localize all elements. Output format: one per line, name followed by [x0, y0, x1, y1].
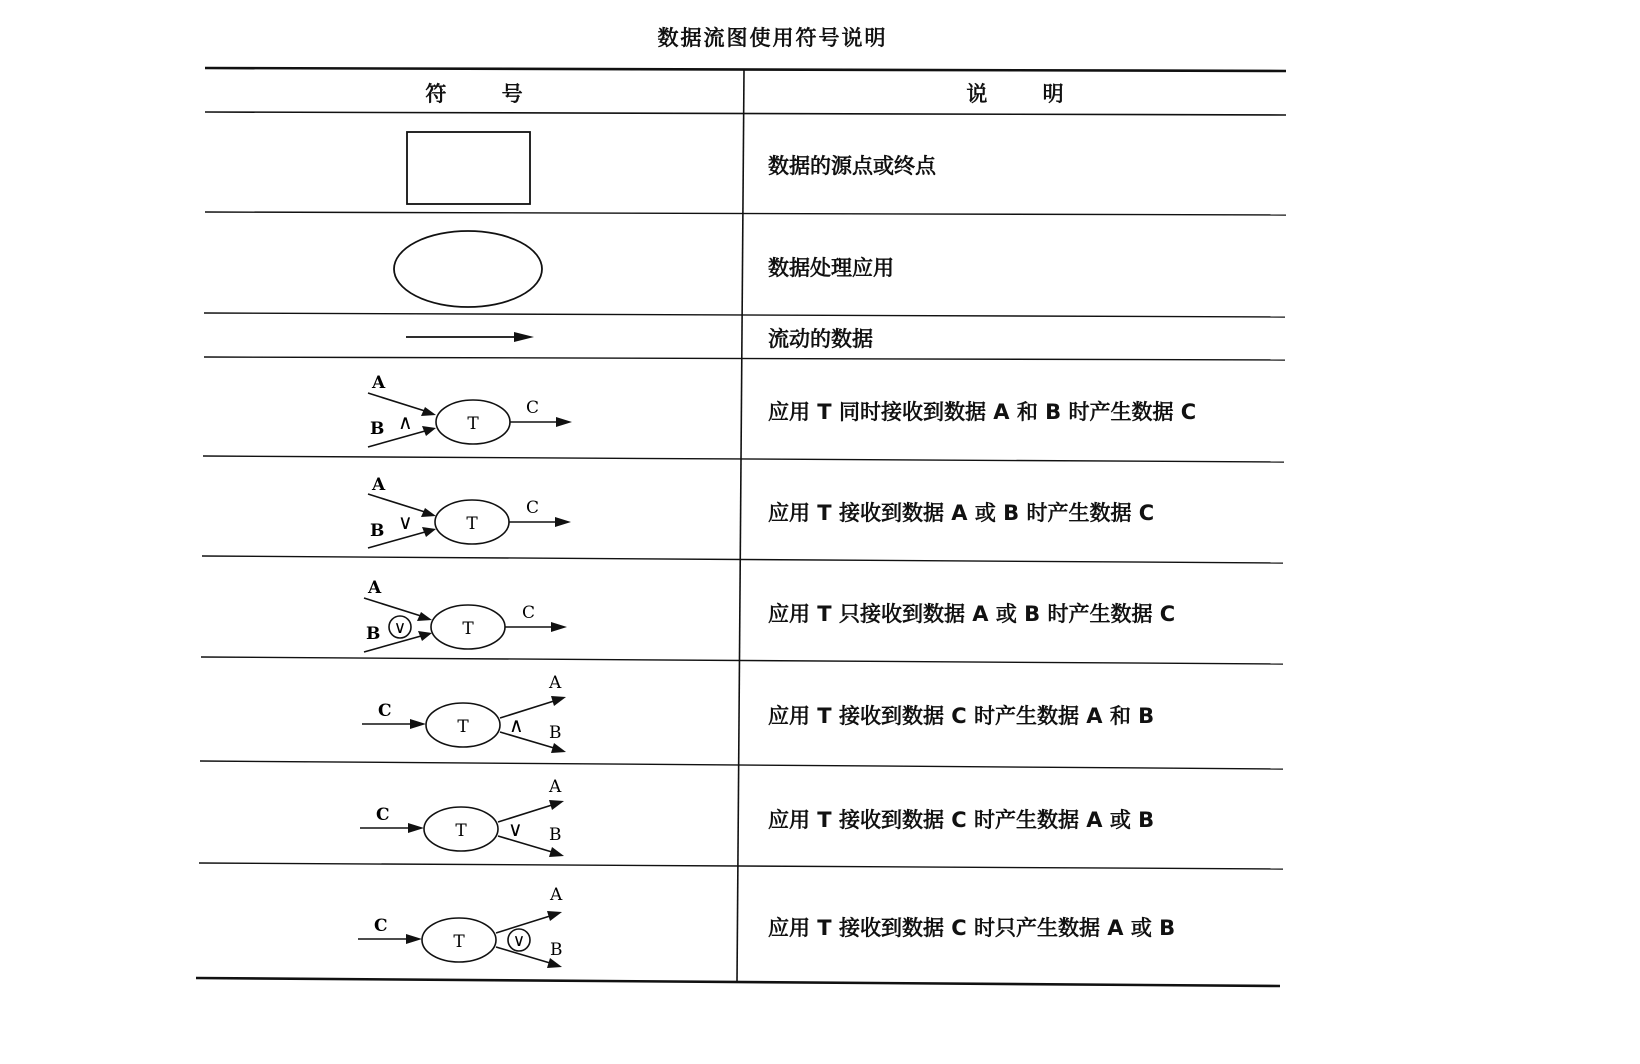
arrow-head-icon [422, 426, 436, 436]
or-operator: ∨ [393, 618, 407, 638]
split-and-symbol [352, 668, 577, 763]
process-label: T [455, 821, 467, 841]
input-a-label: A [368, 578, 382, 598]
arrow-head-icon [422, 527, 436, 537]
row-divider [205, 212, 1286, 215]
output-c-label: C [526, 498, 540, 518]
or-operator: ∨ [508, 817, 523, 841]
input-a-label: A [372, 373, 386, 393]
arrow-head-icon [547, 911, 562, 921]
header-description: 说 明 [966, 82, 1064, 106]
arrow-head-icon [408, 823, 424, 833]
output-b-label: B [550, 940, 563, 960]
arrow-head-icon [410, 719, 426, 729]
arrow-head-icon [551, 743, 566, 753]
description-row-9: 应用 T 接收到数据 C 时只产生数据 A 或 B [768, 916, 1176, 940]
data-flow-arrow-symbol [400, 325, 540, 350]
input-a-label: A [372, 475, 386, 495]
and-operator: ∧ [509, 713, 524, 737]
process-label: T [466, 514, 478, 534]
description-row-3: 流动的数据 [768, 327, 873, 351]
description-row-8: 应用 T 接收到数据 C 时产生数据 A 或 B [768, 808, 1155, 832]
merge-or-symbol [360, 466, 580, 556]
row-divider [202, 556, 1283, 563]
arrow-head-icon [514, 332, 534, 342]
arrow-head-icon [406, 934, 422, 944]
output-c-label: C [526, 398, 540, 418]
column-divider [737, 70, 744, 982]
merge-and-symbol [360, 365, 580, 455]
output-b-label: B [549, 825, 562, 845]
or-operator: ∨ [512, 931, 526, 951]
process-label: T [467, 414, 479, 434]
rectangle-shape [407, 132, 530, 204]
input-c-label: C [374, 916, 388, 936]
input-b-label: B [366, 624, 381, 644]
and-operator: ∧ [398, 410, 413, 434]
merge-xor-symbol [356, 570, 576, 660]
arrow-head-icon [551, 622, 567, 632]
row-divider [204, 357, 1285, 360]
output-a-label: A [549, 673, 562, 693]
description-row-2: 数据处理应用 [768, 256, 894, 280]
process-label: T [457, 717, 469, 737]
arrow-head-icon [551, 696, 566, 706]
row-divider [203, 456, 1284, 462]
arrow-head-icon [556, 417, 572, 427]
description-row-6: 应用 T 只接收到数据 A 或 B 时产生数据 C [768, 602, 1176, 626]
row-divider [204, 313, 1285, 317]
input-b-label: B [370, 419, 385, 439]
description-row-1: 数据的源点或终点 [768, 154, 936, 178]
source-sink-rectangle-symbol [400, 125, 540, 211]
split-xor-symbol [348, 883, 573, 978]
header-symbol: 符 号 [425, 82, 523, 106]
arrow-head-icon [421, 407, 436, 416]
ellipse-shape [394, 231, 542, 307]
description-row-7: 应用 T 接收到数据 C 时产生数据 A 和 B [768, 704, 1155, 728]
process-ellipse-symbol [385, 225, 550, 315]
arrow-head-icon [555, 517, 571, 527]
arrow-head-icon [421, 508, 436, 517]
table-bottom-rule [196, 978, 1280, 986]
process-label: T [462, 619, 474, 639]
split-or-symbol [350, 772, 575, 867]
table-top-rule [205, 68, 1286, 71]
output-a-label: A [549, 777, 562, 797]
table-title: 数据流图使用符号说明 [657, 26, 888, 50]
arrow-head-icon [549, 800, 564, 810]
input-c-label: C [378, 701, 392, 721]
process-label: T [453, 932, 465, 952]
arrow-head-icon [418, 631, 432, 641]
arrow-head-icon [549, 847, 564, 857]
output-a-label: A [550, 885, 563, 905]
or-operator: ∨ [398, 510, 413, 534]
input-c-label: C [376, 805, 390, 825]
input-b-label: B [370, 521, 385, 541]
output-c-label: C [522, 603, 536, 623]
arrow-head-icon [417, 612, 432, 621]
output-b-label: B [549, 723, 562, 743]
description-row-4: 应用 T 同时接收到数据 A 和 B 时产生数据 C [768, 400, 1197, 424]
description-row-5: 应用 T 接收到数据 A 或 B 时产生数据 C [768, 501, 1155, 525]
